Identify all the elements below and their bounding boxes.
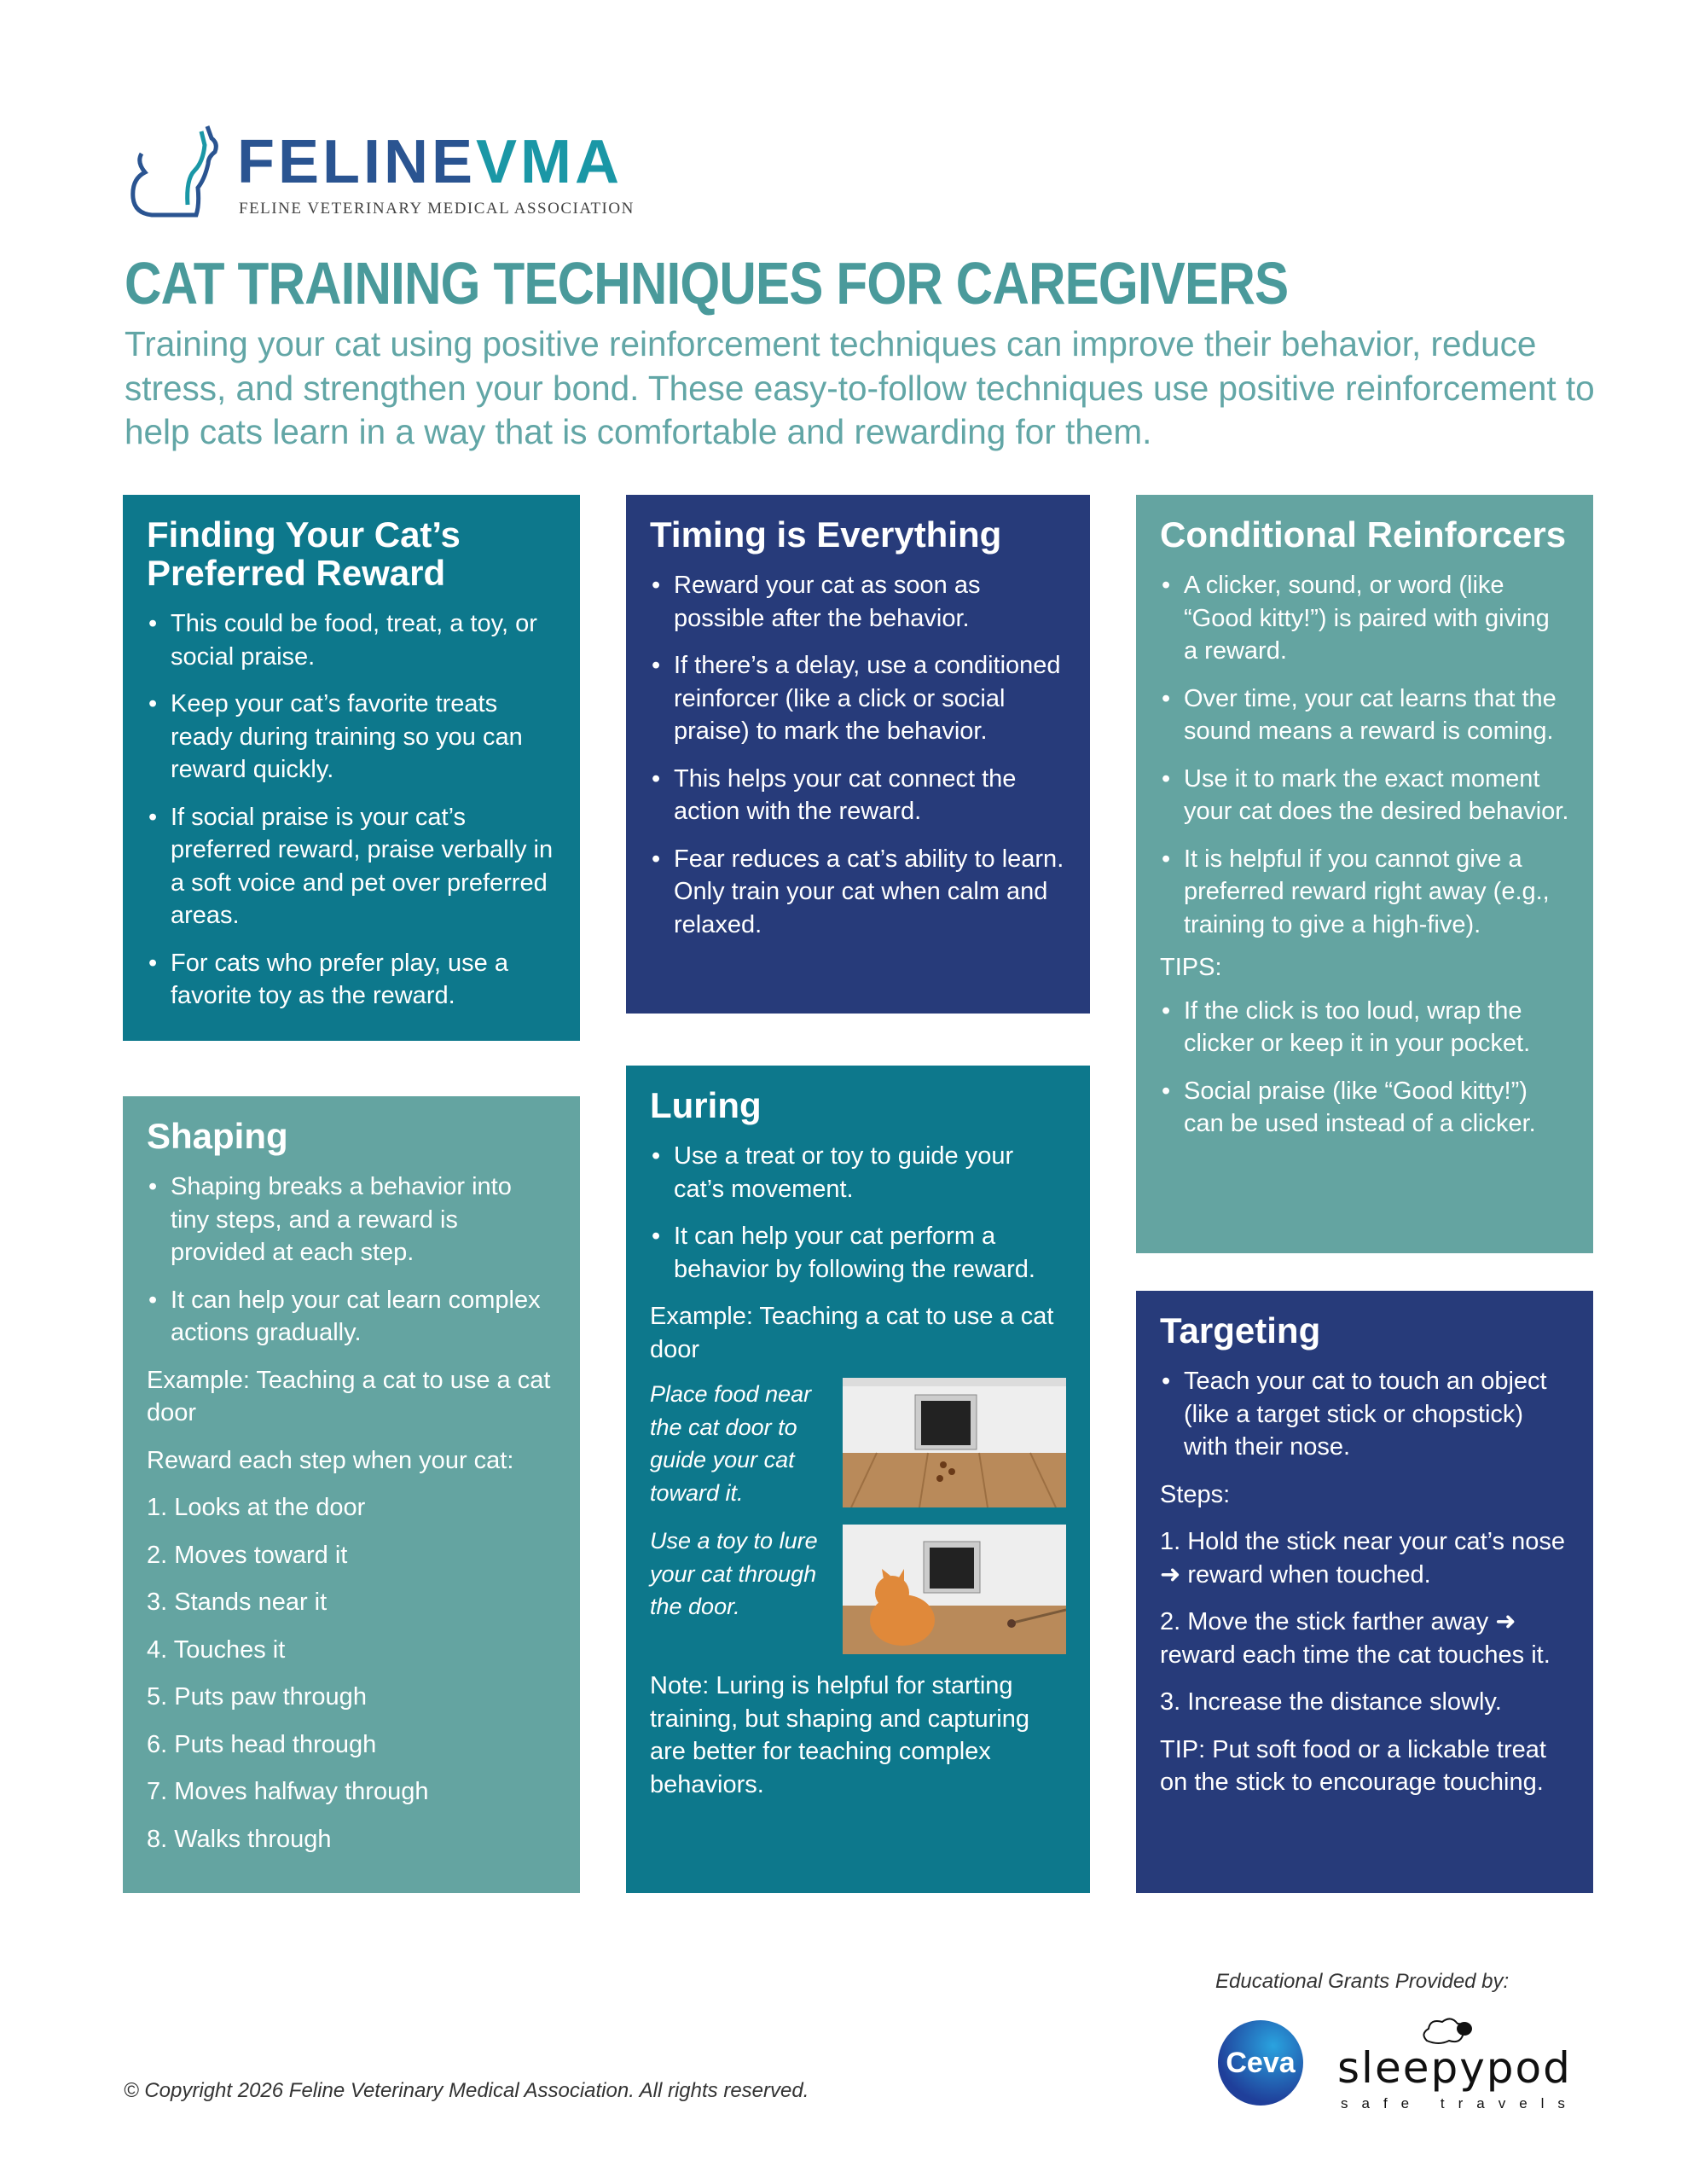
step: 7. Moves halfway through [147, 1778, 429, 1805]
step: 2. Move the stick farther away ➜ reward each time the cat touches it. [1160, 1608, 1551, 1669]
list-item: • If social praise is your cat’s preferred reward, praise verbally in a soft voice and pet over preferred areas. [147, 801, 556, 932]
page-subtitle: Training your cat using positive reinforcement techniques can improve their behavior, reduce stress, and strengthen your bond. These easy-to-follow techniques use positive reinforcement to help cats learn in a way that is comfortable and rewarding for them. [125, 324, 1595, 451]
sleepypod-tagline: safe travels [1341, 2095, 1579, 2111]
step: 1. Looks at the door [147, 1494, 366, 1521]
card-conditional-reinforcers [1136, 495, 1593, 1253]
image-caption: Place food near the cat door to guide your cat toward it. [650, 1381, 812, 1506]
grants-label: Educational Grants Provided by: [1215, 1970, 1510, 1993]
list-item: • Use it to mark the exact moment your cat does the desired behavior. [1160, 763, 1569, 828]
list-item: • If the click is too loud, wrap the clicker or keep it in your pocket. [1160, 995, 1569, 1060]
card-luring [626, 1066, 1090, 1893]
step: 3. Stands near it [147, 1589, 328, 1616]
card-heading: Luring [650, 1085, 762, 1125]
list-item: • It can help your cat learn complex actions gradually. [147, 1284, 556, 1350]
card-timing [626, 495, 1090, 1014]
card-heading: Timing is Everything [650, 514, 1002, 555]
sleepypod-logo [1337, 2015, 1579, 2117]
card-heading: Targeting [1160, 1310, 1321, 1350]
list-item: • Use a treat or toy to guide your cat’s movement. [650, 1140, 1066, 1205]
cat-door-toy-illustration [843, 1525, 1066, 1654]
list-item: • Over time, your cat learns that the sound means a reward is coming. [1160, 682, 1569, 748]
logo-subtitle: FELINE VETERINARY MEDICAL ASSOCIATION [239, 200, 635, 218]
list-item: • Shaping breaks a behavior into tiny steps, and a reward is provided at each step. [147, 1170, 556, 1269]
list-item: • If there’s a delay, use a conditioned reinforcer (like a click or social praise) to mark the behavior. [650, 649, 1066, 748]
list-item: • Reward your cat as soon as possible after the behavior. [650, 569, 1066, 635]
ceva-logo-text: Ceva [1226, 2047, 1296, 2079]
cat-door-food-illustration [843, 1378, 1066, 1507]
tip-text: TIP: Put soft food or a lickable treat on the stick to encourage touching. [1160, 1735, 1546, 1796]
list-item: • It can help your cat perform a behavior by following the reward. [650, 1220, 1066, 1286]
list-item: • Fear reduces a cat’s ability to learn. Only train your cat when calm and relaxed. [650, 843, 1066, 942]
step: 8. Walks through [147, 1825, 332, 1853]
copyright: © Copyright 2026 Feline Veterinary Medical Association. All rights reserved. [124, 2079, 809, 2102]
step: 3. Increase the distance slowly. [1160, 1688, 1502, 1716]
logo-feline: FELINE [237, 128, 477, 196]
image-caption: Use a toy to lure your cat through the door. [650, 1528, 818, 1619]
cat-silhouette-icon [126, 119, 229, 222]
sleepypod-text: sleepypod [1337, 2043, 1572, 2093]
card-heading: Conditional Reinforcers [1160, 514, 1567, 555]
felinevma-logo [126, 119, 635, 222]
card-heading: Shaping [147, 1116, 288, 1156]
tips-label: TIPS: [1160, 954, 1222, 981]
luring-note: Note: Luring is helpful for starting training, but shaping and capturing are better for teaching complex behaviors. [650, 1672, 1029, 1798]
step: 6. Puts head through [147, 1730, 377, 1758]
list-item: • A clicker, sound, or word (like “Good kitty!”) is paired with giving a reward. [1160, 569, 1569, 668]
step: 2. Moves toward it [147, 1541, 348, 1569]
list-item: • Keep your cat’s favorite treats ready during training so you can reward quickly. [147, 688, 556, 787]
reward-intro: Reward each step when your cat: [147, 1446, 514, 1474]
list-item: • It is helpful if you cannot give a preferred reward right away (e.g., training to give a high-five). [1160, 843, 1569, 942]
step: 1. Hold the stick near your cat’s nose ➜ reward when touched. [1160, 1528, 1565, 1589]
example-text: Example: Teaching a cat to use a cat door [147, 1366, 551, 1426]
list-item: • Social praise (like “Good kitty!”) can be used instead of a clicker. [1160, 1075, 1569, 1141]
list-item: • For cats who prefer play, use a favorite toy as the reward. [147, 947, 556, 1013]
logo-vma: VMA [476, 128, 623, 196]
card-targeting [1136, 1291, 1593, 1893]
list-item: • Teach your cat to touch an object (like a target stick or chopstick) with their nose. [1160, 1365, 1569, 1464]
card-finding-reward [123, 495, 580, 1041]
card-heading: Finding Your Cat’s Preferred Reward [147, 514, 461, 593]
page-title: CAT TRAINING TECHNIQUES FOR CAREGIVERS [125, 250, 1289, 317]
steps-label: Steps: [1160, 1480, 1231, 1508]
step: 5. Puts paw through [147, 1683, 367, 1711]
list-item: • This could be food, treat, a toy, or social praise. [147, 607, 556, 673]
example-text: Example: Teaching a cat to use a cat door [650, 1303, 1054, 1363]
list-item: • This helps your cat connect the action with the reward. [650, 763, 1066, 828]
ceva-logo [1218, 2020, 1303, 2106]
step: 4. Touches it [147, 1635, 286, 1664]
card-shaping [123, 1096, 580, 1893]
